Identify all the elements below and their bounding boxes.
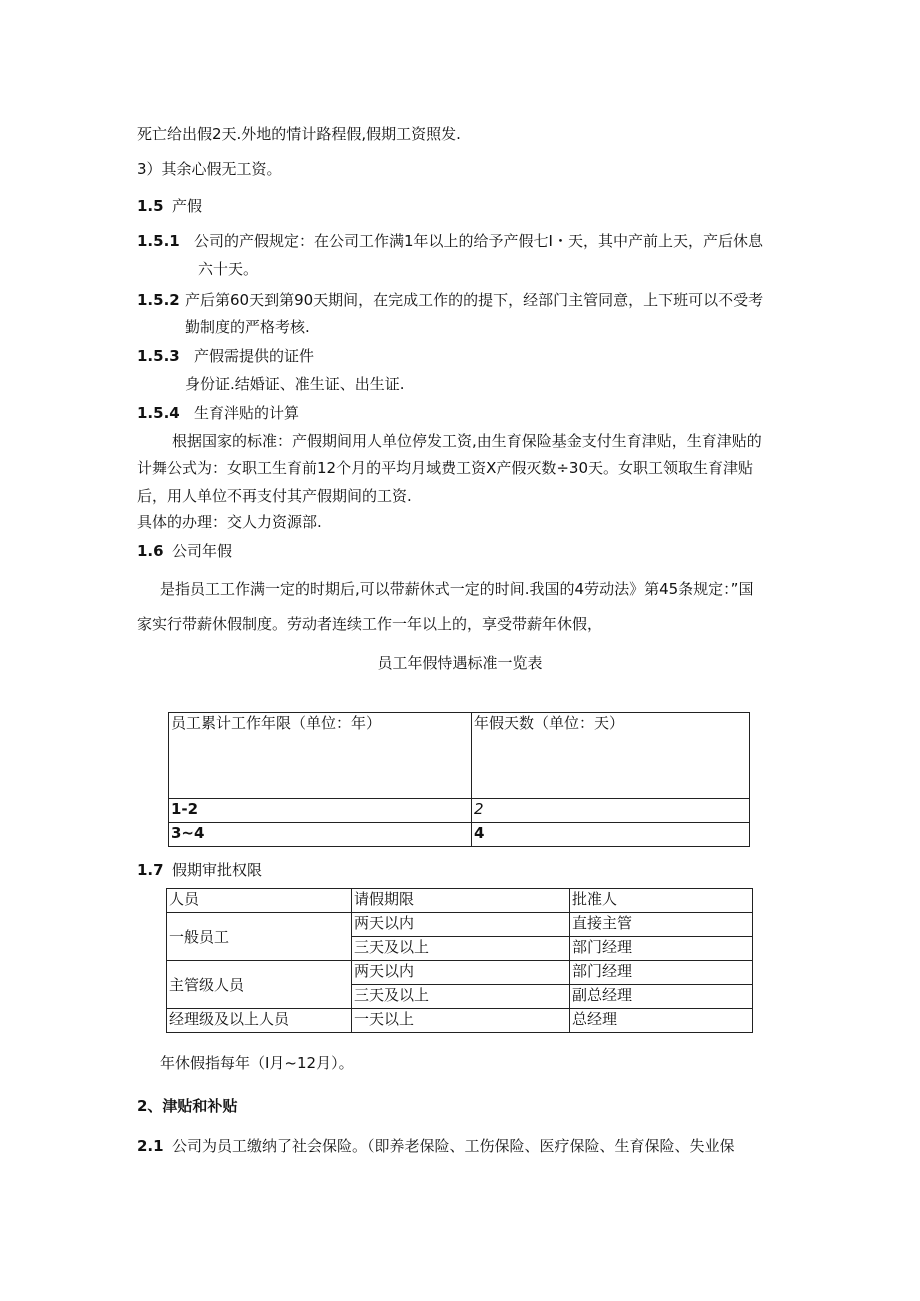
section-title: 产假需提供的证件: [194, 347, 315, 365]
table-header-cell: 批准人: [570, 889, 753, 913]
section-heading-1-6: [137, 541, 232, 561]
table-cell: 直接主管: [570, 913, 753, 937]
section-number: 1.5.3: [137, 347, 180, 365]
table-cell: 4: [472, 823, 750, 847]
section-heading-1-5-1: [137, 231, 763, 251]
paragraph-text: 后，用人单位不再支付其产假期间的工资.: [137, 487, 412, 505]
approval-authority-table: [166, 888, 753, 1033]
section-number: 2.1: [137, 1137, 164, 1155]
table-header-cell: 人员: [167, 889, 352, 913]
paragraph-text: 公司为员工缴纳了社会保险。（即养老保险、工伤保险、医疗保险、生育保险、失业保: [172, 1137, 735, 1155]
text-line: 死亡给出假2天.外地的情计路程假,假期工资照发.: [137, 125, 461, 143]
section-number: 1.5.4: [137, 404, 180, 422]
table-cell: 一般员工: [167, 913, 352, 961]
section-heading-1-5-2: [137, 290, 763, 310]
table-row: [167, 1009, 753, 1033]
table-cell: 两天以内: [352, 961, 570, 985]
table-row: [167, 913, 753, 937]
table-cell: 2: [472, 799, 750, 823]
paragraph-text: 具体的办理：交人力资源部.: [137, 513, 322, 531]
table-header-cell: 年假天数（单位：天）: [472, 713, 750, 799]
table-cell: 三天及以上: [352, 985, 570, 1009]
paragraph-text: 计舞公式为：女职工生育前12个月的平均月域费工资X产假灭数÷30天。女职工领取生育津贴: [137, 459, 754, 477]
table-cell: 副总经理: [570, 985, 753, 1009]
paragraph-text: 产后第60天到第90天期间，在完成工作的的提下，经部门主管同意，上下班可以不受考: [185, 291, 764, 309]
text-line: 3）其余心假无工资。: [137, 160, 282, 178]
section-title: 生育泮贴的计算: [194, 404, 300, 422]
section-heading-2-1: [137, 1136, 735, 1156]
section-title: 假期审批权限: [172, 861, 263, 879]
table-cell: 3~4: [169, 823, 472, 847]
table-header-row: [167, 889, 753, 913]
section-number: 1.7: [137, 861, 164, 879]
table-row: [169, 823, 750, 847]
section-number: 1.5.1: [137, 232, 180, 250]
paragraph-text: 根据国家的标准：产假期间用人单位停发工资,由生育保险基金支付生育津贴，生育津贴的: [172, 432, 762, 450]
table-cell: 一天以上: [352, 1009, 570, 1033]
table-row: [169, 799, 750, 823]
section-heading-1-5-4: [137, 403, 299, 423]
section-title: 公司年假: [172, 542, 233, 560]
table-cell: 三天及以上: [352, 937, 570, 961]
table-header-cell: 请假期限: [352, 889, 570, 913]
table-cell: 经理级及以上人员: [167, 1009, 352, 1033]
table-cell: 部门经理: [570, 937, 753, 961]
section-heading-1-5: [137, 196, 202, 216]
table-header-row: [169, 713, 750, 799]
paragraph-text: 是指员工工作满一定的时期后,可以带薪休式一定的时间.我国的4劳动法》第45条规定：”国: [160, 580, 754, 598]
paragraph-text: 勤制度的严格考核.: [185, 318, 310, 336]
section-heading-1-5-3: [137, 346, 314, 366]
table-cell: 主管级人员: [167, 961, 352, 1009]
section-title: 产假: [172, 197, 203, 215]
section-heading-1-7: [137, 860, 262, 880]
table-cell: 部门经理: [570, 961, 753, 985]
paragraph-text: 身份证.结婚证、准生证、出生证.: [185, 375, 405, 393]
section-heading-2: 2、津贴和补贴: [137, 1097, 238, 1115]
table-row: [167, 961, 753, 985]
paragraph-text: 六十天。: [198, 260, 259, 278]
section-number: 1.6: [137, 542, 164, 560]
section-number: 1.5.2: [137, 291, 180, 309]
table-cell: 1-2: [169, 799, 472, 823]
annual-leave-table: [168, 712, 750, 847]
paragraph-text: 公司的产假规定：在公司工作满1年以上的给予产假七I・天，其中产前上天，产后休息: [194, 232, 763, 250]
section-number: 1.5: [137, 197, 164, 215]
table-cell: 两天以内: [352, 913, 570, 937]
paragraph-text: 家实行带薪休假制度。劳动者连续工作一年以上的，享受带薪年休假，: [137, 615, 603, 633]
table-header-cell: 员工累计工作年限（单位：年）: [169, 713, 472, 799]
paragraph-text: 年休假指每年（I月~12月）。: [160, 1054, 354, 1072]
table-cell: 总经理: [570, 1009, 753, 1033]
table-caption: 员工年假恃遇标准一览表: [377, 654, 543, 672]
